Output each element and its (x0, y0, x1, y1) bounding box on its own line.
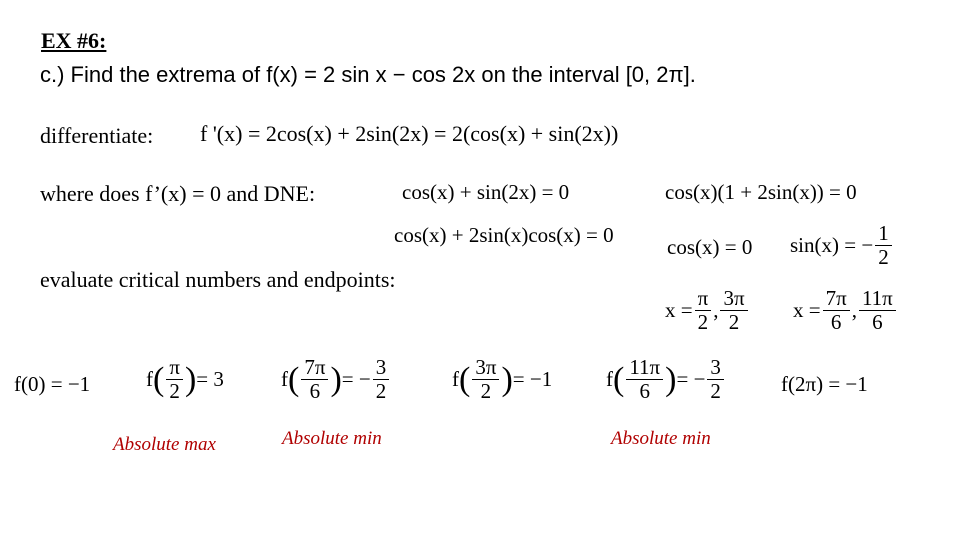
roots-sin (793, 287, 898, 334)
root-denominator: 2 (697, 310, 709, 335)
result-denominator: 2 (375, 379, 387, 404)
arg-denominator: 2 (169, 379, 180, 404)
case2-denominator: 2 (878, 245, 889, 270)
case2-lhs: sin(x) = − (790, 233, 874, 258)
root-prefix: , (851, 298, 857, 323)
evaluation-pi-over-2: f ( $\frac{\pi}{2}$ ) = 3 (146, 355, 224, 404)
root-prefix: , (713, 298, 719, 323)
root-denominator: 6 (872, 310, 883, 335)
evaluation-f0: f(0) = −1 (14, 372, 91, 396)
step1-expression: cos(x) + sin(2x) = 0 (402, 180, 570, 204)
evaluation-result: = − (676, 367, 706, 392)
derivative-expression: f '(x) = 2cos(x) + 2sin(2x) = 2(cos(x) + sin(2x)) (200, 121, 619, 146)
arg-numerator: 3π (472, 356, 499, 380)
root-numerator: 11π (859, 287, 896, 311)
evaluation-7pi-over-6: f ( $\frac{7\pi}{6}$ ) = − $\frac{3}{2}$ (281, 356, 391, 403)
case1-expression: cos(x) = 0 (667, 235, 753, 259)
slide-title: EX #6: (41, 28, 107, 53)
factored-expression: cos(x)(1 + 2sin(x)) = 0 (665, 180, 857, 204)
evaluate-label: evaluate critical numbers and endpoints: (40, 267, 396, 292)
zero-label: where does f’(x) = 0 and DNE: (40, 181, 316, 206)
root-denominator: 2 (728, 310, 740, 335)
arg-denominator: 6 (639, 379, 650, 404)
problem-statement: c.) Find the extrema of f(x) = 2 sin x − cos 2x on the interval [0, 2π]. (40, 62, 696, 87)
evaluation-result: = −1 (512, 367, 553, 392)
root-numerator: 7π (823, 287, 850, 311)
case2-numerator: 1 (875, 222, 892, 246)
root-numerator: π (695, 287, 712, 311)
arg-numerator: 7π (301, 356, 328, 380)
root-prefix: x = (665, 298, 693, 323)
case2-expression (790, 222, 894, 269)
evaluation-f2pi: f(2π) = −1 (781, 372, 868, 396)
root-denominator: 6 (830, 310, 842, 335)
arg-denominator: 6 (309, 379, 321, 404)
absolute-min-label: Absolute min (282, 428, 382, 449)
result-numerator: 3 (373, 356, 390, 380)
differentiate-label: differentiate: (40, 123, 154, 148)
result-denominator: 2 (710, 379, 721, 404)
absolute-min-label: Absolute min (611, 428, 711, 449)
evaluation-3pi-over-2: f ( $\frac{3\pi}{2}$ ) = −1 (452, 355, 553, 404)
arg-numerator: π (166, 356, 183, 380)
arg-denominator: 2 (480, 379, 492, 404)
root-prefix: x = (793, 298, 821, 323)
result-numerator: 3 (707, 356, 724, 380)
absolute-max-label: Absolute max (113, 434, 216, 455)
step2-expression: cos(x) + 2sin(x)cos(x) = 0 (394, 223, 614, 247)
root-numerator: 3π (720, 287, 747, 311)
arg-numerator: 11π (626, 356, 663, 380)
evaluation-result: = 3 (196, 367, 224, 392)
evaluation-result: = − (341, 367, 371, 392)
roots-cos (665, 287, 750, 334)
evaluation-11pi-over-6: f ( $\frac{11\pi}{6}$ ) = − $\frac{3}{2}$ (606, 356, 726, 403)
